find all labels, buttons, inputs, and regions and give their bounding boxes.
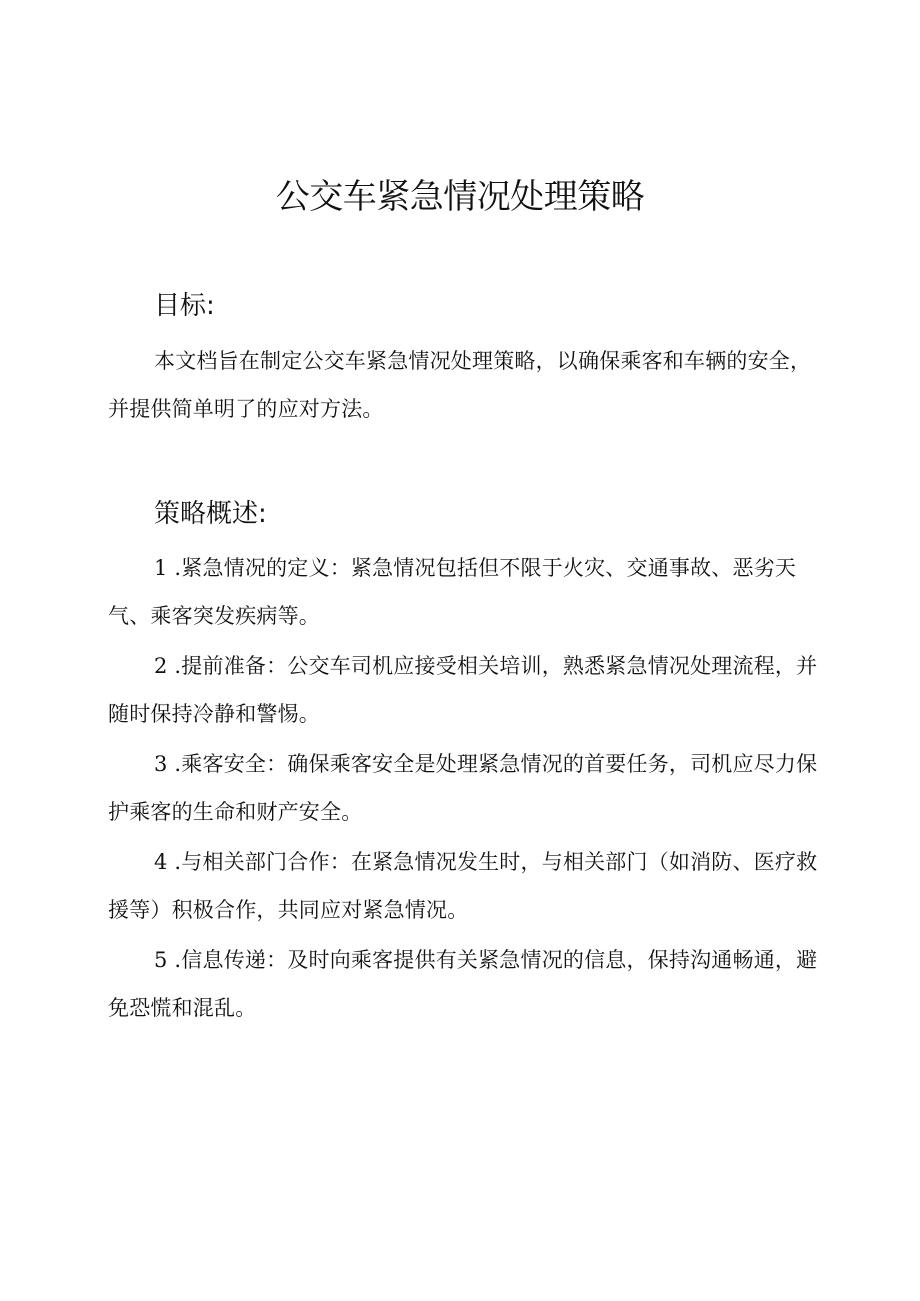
- overview-item-2: 2 .提前准备：公交车司机应接受相关培训，熟悉紧急情况处理流程，并随时保持冷静和警惕。: [108, 654, 818, 726]
- document-title: 公交车紧急情况处理策略: [275, 177, 645, 217]
- overview-item-3: 3 .乘客安全：确保乘客安全是处理紧急情况的首要任务，司机应尽力保护乘客的生命和财产安全。: [108, 752, 818, 824]
- goal-heading: 目标:: [154, 291, 215, 321]
- goal-paragraph: 本文档旨在制定公交车紧急情况处理策略，以确保乘客和车辆的安全，并提供简单明了的应对方法。: [108, 349, 812, 421]
- overview-item-1: 1 .紧急情况的定义：紧急情况包括但不限于火灾、交通事故、恶劣天气、乘客突发疾病等。: [108, 556, 797, 628]
- overview-item-4: 4 .与相关部门合作：在紧急情况发生时，与相关部门（如消防、医疗救援等）积极合作，共同应对紧急情况。: [108, 850, 818, 922]
- overview-heading: 策略概述:: [154, 499, 267, 529]
- overview-item-5: 5 .信息传递：及时向乘客提供有关紧急情况的信息，保持沟通畅通，避免恐慌和混乱。: [108, 948, 818, 1020]
